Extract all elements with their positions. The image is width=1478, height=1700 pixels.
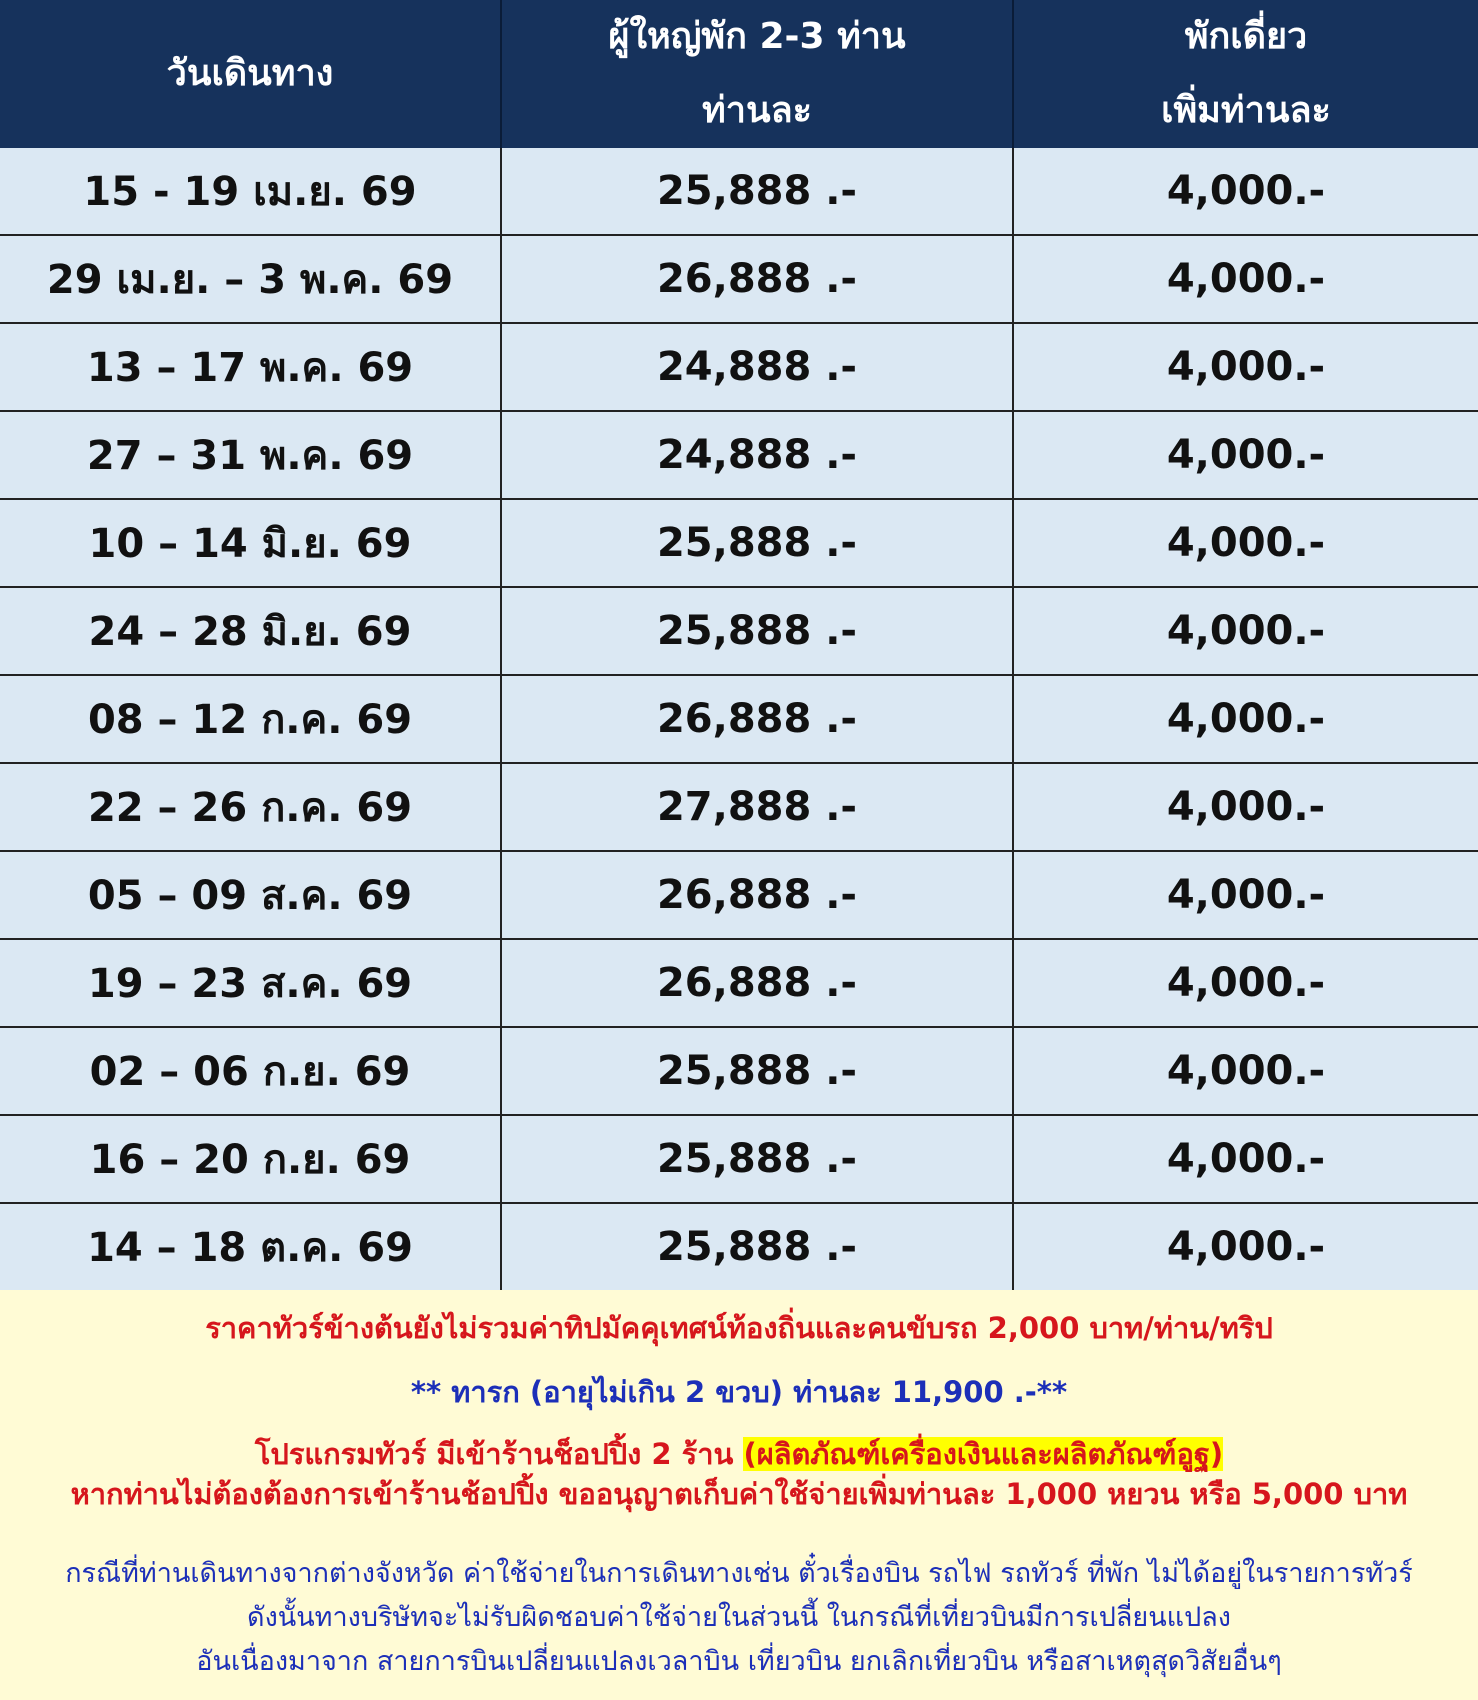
spacer xyxy=(0,1514,1478,1552)
table-row xyxy=(0,851,1478,939)
travel-date-cell: 19 – 23 ส.ค. 69 xyxy=(0,939,501,1027)
shopping-highlight: (ผลิตภัณฑ์เครื่องเงินและผลิตภัณฑ์อูฐ) xyxy=(743,1437,1224,1471)
travel-date-cell: 16 – 20 ก.ย. 69 xyxy=(0,1115,501,1203)
shopping-note-text: โปรแกรมทัวร์ มีเข้าร้านช็อปปิ้ง 2 ร้าน xyxy=(254,1437,744,1471)
table-row xyxy=(0,235,1478,323)
header-adult-line1: ผู้ใหญ่พัก 2-3 ท่าน xyxy=(608,16,906,57)
header-row xyxy=(0,0,1478,148)
adult-price-cell: 24,888 .- xyxy=(501,411,1013,499)
shopping-note xyxy=(0,1434,1478,1474)
table-row xyxy=(0,148,1478,235)
single-supplement-cell: 4,000.- xyxy=(1013,148,1478,235)
adult-price-cell: 26,888 .- xyxy=(501,235,1013,323)
adult-price-cell: 26,888 .- xyxy=(501,675,1013,763)
table-row xyxy=(0,499,1478,587)
single-supplement-cell: 4,000.- xyxy=(1013,587,1478,675)
table-header xyxy=(0,0,1478,148)
table-row xyxy=(0,411,1478,499)
table-row xyxy=(0,939,1478,1027)
single-supplement-cell: 4,000.- xyxy=(1013,851,1478,939)
table-body xyxy=(0,148,1478,1290)
single-supplement-cell: 4,000.- xyxy=(1013,1027,1478,1115)
header-single-line2: เพิ่มท่านละ xyxy=(1161,90,1331,131)
adult-price-cell: 25,888 .- xyxy=(501,1115,1013,1203)
single-supplement-cell: 4,000.- xyxy=(1013,1115,1478,1203)
single-supplement-cell: 4,000.- xyxy=(1013,411,1478,499)
header-adult-price xyxy=(501,0,1013,148)
table-row xyxy=(0,587,1478,675)
header-date-label: วันเดินทาง xyxy=(166,53,334,94)
disclaimer-line-1: กรณีที่ท่านเดินทางจากต่างจังหวัด ค่าใช้จ่ายในการเดินทางเช่น ตั๋วเรื่องบิน รถไฟ รถทัวร์ ที่พัก ไม่ได้อยู่ในรายการทัวร์ xyxy=(65,1558,1413,1589)
notes-section xyxy=(0,1290,1478,1700)
single-supplement-cell: 4,000.- xyxy=(1013,499,1478,587)
single-supplement-cell: 4,000.- xyxy=(1013,763,1478,851)
table-row xyxy=(0,1115,1478,1203)
travel-date-cell: 13 – 17 พ.ค. 69 xyxy=(0,323,501,411)
adult-price-cell: 26,888 .- xyxy=(501,851,1013,939)
travel-date-cell: 27 – 31 พ.ค. 69 xyxy=(0,411,501,499)
table-row xyxy=(0,1203,1478,1290)
adult-price-cell: 26,888 .- xyxy=(501,939,1013,1027)
travel-date-cell: 14 – 18 ต.ค. 69 xyxy=(0,1203,501,1290)
travel-date-cell: 02 – 06 ก.ย. 69 xyxy=(0,1027,501,1115)
travel-date-cell: 10 – 14 มิ.ย. 69 xyxy=(0,499,501,587)
travel-date-cell: 05 – 09 ส.ค. 69 xyxy=(0,851,501,939)
header-date xyxy=(0,0,501,148)
header-single-supplement xyxy=(1013,0,1478,148)
header-adult-line2: ท่านละ xyxy=(702,90,812,131)
disclaimer-line-3: อันเนื่องมาจาก สายการบินเปลี่ยนแปลงเวลาบิน เที่ยวบิน ยกเลิกเที่ยวบิน หรือสาเหตุสุดวิสัยอื่นๆ xyxy=(196,1646,1282,1677)
adult-price-cell: 24,888 .- xyxy=(501,323,1013,411)
table-row xyxy=(0,1027,1478,1115)
adult-price-cell: 25,888 .- xyxy=(501,1027,1013,1115)
single-supplement-cell: 4,000.- xyxy=(1013,235,1478,323)
disclaimer-line-2: ดังนั้นทางบริษัทจะไม่รับผิดชอบค่าใช้จ่ายในส่วนนี้ ในกรณีที่เที่ยวบินมีการเปลี่ยนแปลง xyxy=(247,1602,1231,1633)
adult-price-cell: 25,888 .- xyxy=(501,499,1013,587)
header-single-line1: พักเดี่ยว xyxy=(1184,16,1308,57)
travel-date-cell: 22 – 26 ก.ค. 69 xyxy=(0,763,501,851)
tips-note: ราคาทัวร์ข้างต้นยังไม่รวมค่าทิปมัคคุเทศน์ท้องถิ่นและคนขับรถ 2,000 บาท/ท่าน/ทริป xyxy=(205,1311,1273,1345)
adult-price-cell: 27,888 .- xyxy=(501,763,1013,851)
single-supplement-cell: 4,000.- xyxy=(1013,675,1478,763)
travel-date-cell: 24 – 28 มิ.ย. 69 xyxy=(0,587,501,675)
table-row xyxy=(0,323,1478,411)
travel-date-cell: 29 เม.ย. – 3 พ.ค. 69 xyxy=(0,235,501,323)
table-row xyxy=(0,675,1478,763)
adult-price-cell: 25,888 .- xyxy=(501,587,1013,675)
single-supplement-cell: 4,000.- xyxy=(1013,939,1478,1027)
adult-price-cell: 25,888 .- xyxy=(501,148,1013,235)
table-row xyxy=(0,763,1478,851)
infant-price-note: ** ทารก (อายุไม่เกิน 2 ขวบ) ท่านละ 11,900 .-** xyxy=(410,1375,1068,1409)
single-supplement-cell: 4,000.- xyxy=(1013,323,1478,411)
travel-date-cell: 15 - 19 เม.ย. 69 xyxy=(0,148,501,235)
single-supplement-cell: 4,000.- xyxy=(1013,1203,1478,1290)
adult-price-cell: 25,888 .- xyxy=(501,1203,1013,1290)
shopping-fee-note: หากท่านไม่ต้องต้องการเข้าร้านช้อปปิ้ง ขออนุญาตเก็บค่าใช้จ่ายเพิ่มท่านละ 1,000 หยวน หรือ 5,000 บาท xyxy=(70,1477,1408,1511)
travel-date-cell: 08 – 12 ก.ค. 69 xyxy=(0,675,501,763)
